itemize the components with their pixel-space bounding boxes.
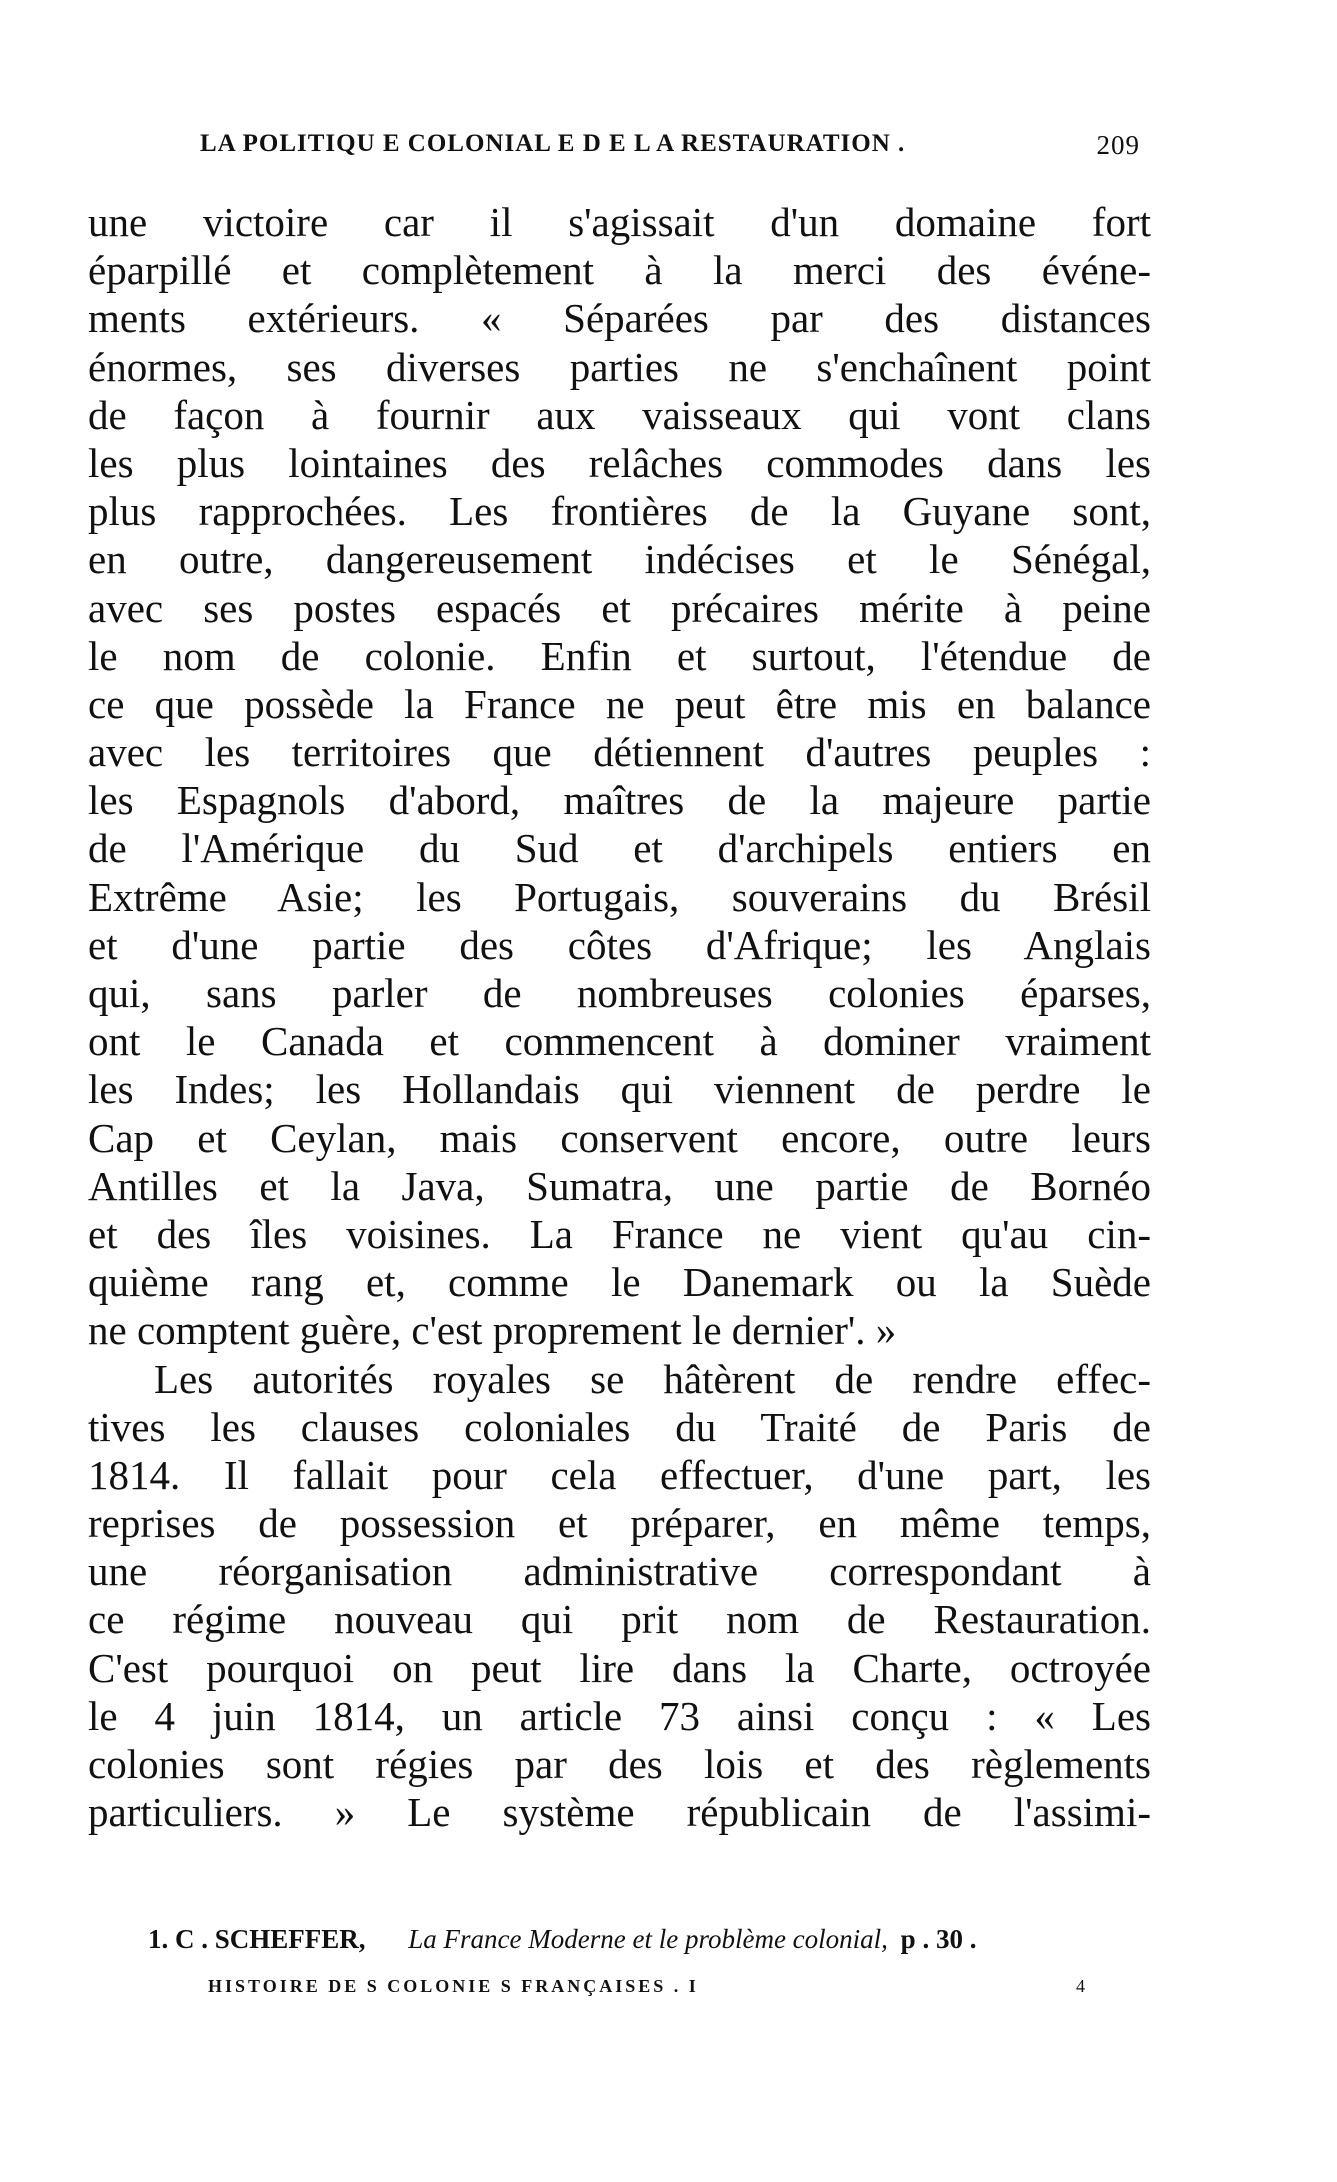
text-line: qui, sans parler de nombreuses colonies éparses, xyxy=(88,970,1151,1016)
running-head xyxy=(200,130,1140,164)
text-line: reprises de possession et préparer, en même temps, xyxy=(88,1500,1151,1547)
footnote-page-ref: p . 30 . xyxy=(900,1924,977,1954)
text-line: ments extérieurs. « Séparées par des distances xyxy=(88,295,1151,342)
text-line: ne comptent guère, c'est proprement le dernier'. » xyxy=(88,1307,897,1354)
footnote-number: 1. xyxy=(148,1924,169,1954)
text-line: ce que possède la France ne peut être mis en balance xyxy=(88,680,1151,727)
text-line: en outre, dangereusement indécises et le Sénégal, xyxy=(88,536,1151,583)
text-line: le nom de colonie. Enfin et surtout, l'étendue de xyxy=(88,632,1151,679)
text-line: quième rang et, comme le Danemark ou la Suède xyxy=(88,1259,1151,1306)
text-line: les Indes; les Hollandais qui viennent de perdre le xyxy=(88,1066,1151,1113)
page-number: 209 xyxy=(1096,130,1140,160)
text-line: le 4 juin 1814, un article 73 ainsi conçu : « Les xyxy=(88,1692,1151,1739)
text-line: éparpillé et complètement à la merci des événe- xyxy=(88,247,1151,294)
text-line: et d'une partie des côtes d'Afrique; les Anglais xyxy=(88,921,1151,968)
signature-mark: 4 xyxy=(1076,1976,1088,1996)
text-line: une réorganisation administrative correspondant à xyxy=(88,1548,1151,1595)
text-line: C'est pourquoi on peut lire dans la Charte, octroyée xyxy=(88,1644,1151,1691)
signature-text: HISTOIRE DE S COLONIE S FRANÇAISES . I xyxy=(208,1976,699,1996)
text-line: colonies sont régies par des lois et des règlements xyxy=(88,1741,1151,1787)
text-line: avec les territoires que détiennent d'autres peuples : xyxy=(88,729,1151,776)
text-line-paragraph-start: Les autorités royales se hâtèrent de rendre effec- xyxy=(154,1355,1151,1402)
text-line: plus rapprochées. Les frontières de la Guyane sont, xyxy=(88,488,1151,535)
text-line: ont le Canada et commencent à dominer vraiment xyxy=(88,1018,1151,1065)
text-line: de façon à fournir aux vaisseaux qui vont clans xyxy=(88,391,1151,438)
text-line: énormes, ses diverses parties ne s'enchaînent point xyxy=(88,343,1151,390)
footnote-work-title: La France Moderne et le problème colonial, xyxy=(408,1924,888,1954)
text-line: et des îles voisines. La France ne vient qu'au cin- xyxy=(88,1210,1151,1257)
text-line: de l'Amérique du Sud et d'archipels entiers en xyxy=(88,825,1151,872)
text-line: particuliers. » Le système républicain de l'assimi- xyxy=(88,1789,1151,1836)
text-line: Antilles et la Java, Sumatra, une partie de Bornéo xyxy=(88,1162,1151,1209)
body-text xyxy=(88,198,1151,1836)
text-line: les plus lointaines des relâches commodes dans les xyxy=(88,439,1151,486)
text-line: Extrême Asie; les Portugais, souverains du Brésil xyxy=(88,873,1151,920)
text-line: une victoire car il s'agissait d'un domaine fort xyxy=(88,199,1151,245)
footnote xyxy=(148,1924,1128,1955)
text-line: tives les clauses coloniales du Traité de Paris de xyxy=(88,1403,1151,1450)
text-line: 1814. Il fallait pour cela effectuer, d'une part, les xyxy=(88,1451,1151,1498)
running-head-title: LA POLITIQU E COLONIAL E D E L A RESTAURATION . xyxy=(200,130,906,157)
text-line: Cap et Ceylan, mais conservent encore, outre leurs xyxy=(88,1114,1151,1161)
text-line: les Espagnols d'abord, maîtres de la majeure partie xyxy=(88,777,1151,824)
text-line: ce régime nouveau qui prit nom de Restauration. xyxy=(88,1596,1151,1643)
footnote-author: C . SCHEFFER, xyxy=(175,1924,366,1954)
text-line: avec ses postes espacés et précaires mérite à peine xyxy=(88,584,1151,631)
